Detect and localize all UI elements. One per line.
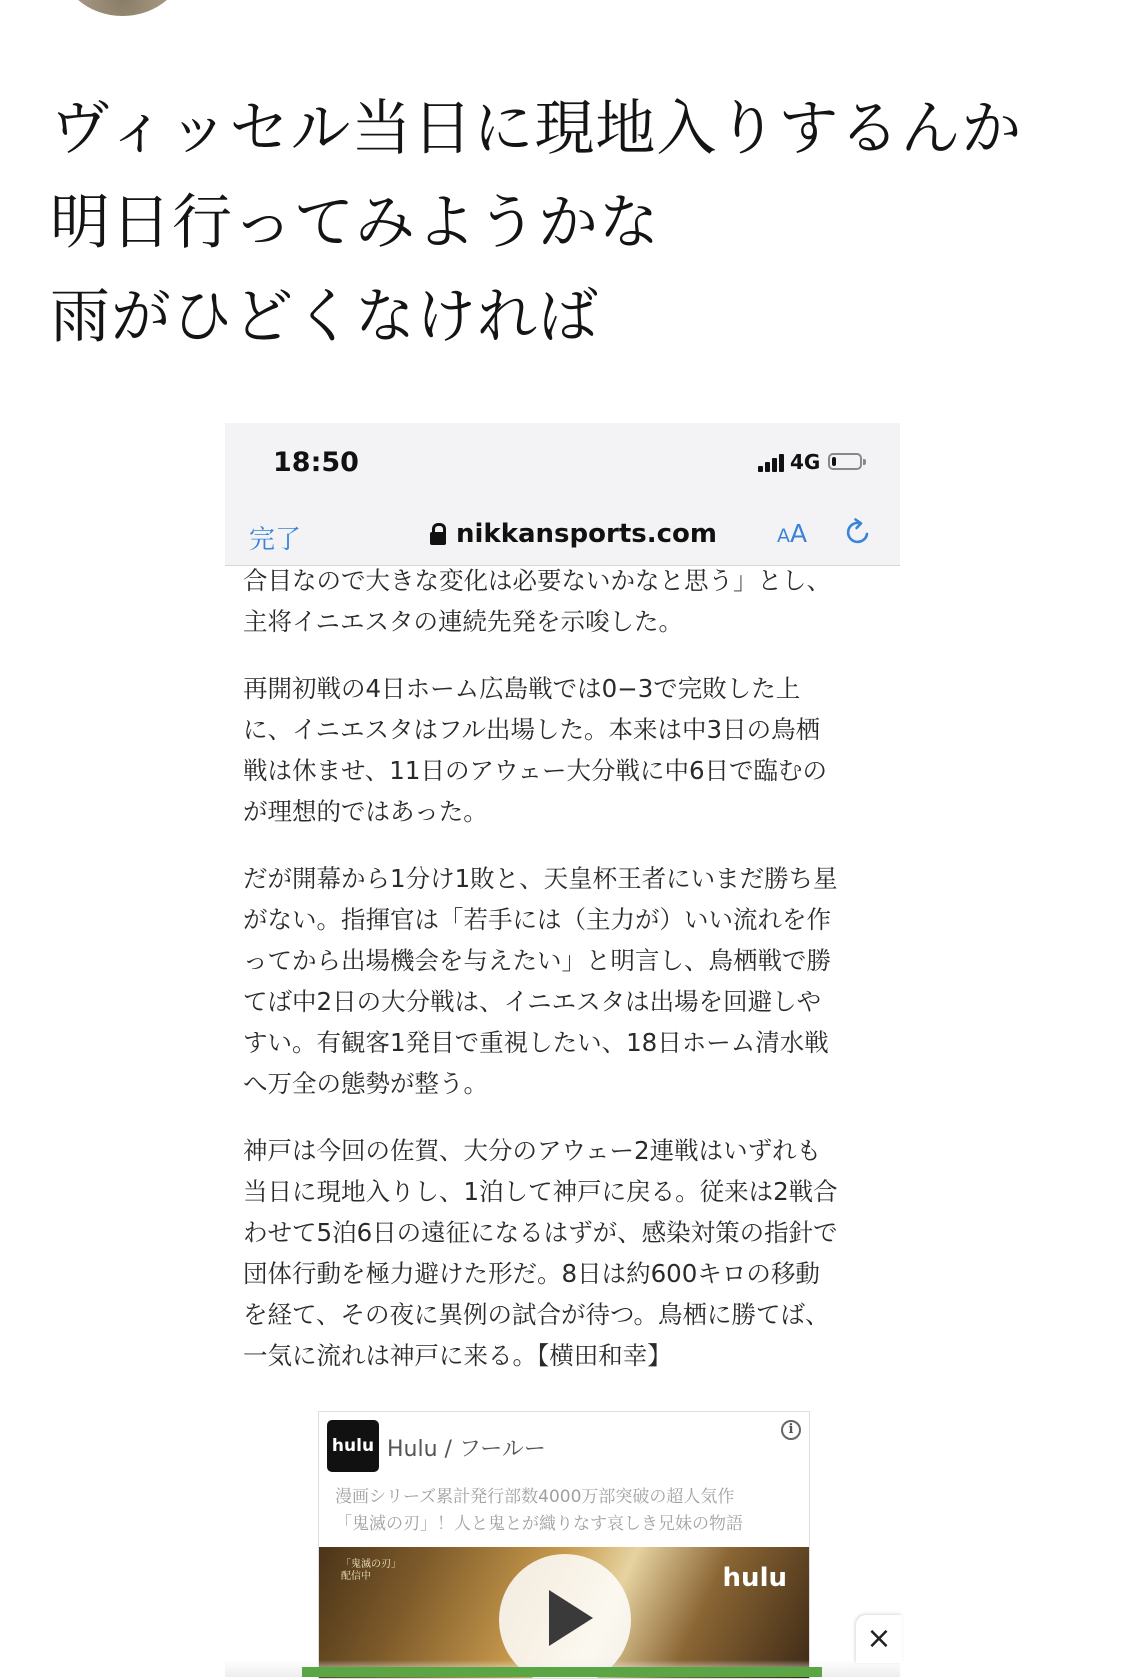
article-line: 一気に流れは神戸に来る。【横田和幸】 (243, 1341, 672, 1370)
tweet-line: ヴィッセル当日に現地入りするんか (50, 94, 1023, 164)
address-field[interactable] (430, 517, 717, 551)
ad-info-icon[interactable]: i (781, 1420, 801, 1440)
hulu-logo: hulu (327, 1420, 379, 1472)
ad-media-brand: hulu (722, 1563, 787, 1593)
article-line: 合目なので大きな変化は必要ないかなと思う」とし、 (243, 566, 831, 595)
ad-title[interactable]: Hulu / フールー (387, 1437, 546, 1462)
tweet-line: 雨がひどくなければ (50, 282, 599, 352)
article-line: 戦は休ませ、11日のアウェー大分戦に中6日で臨むの (243, 756, 828, 785)
network-label: 4G (790, 450, 821, 474)
article-line: に、イニエスタはフル出場した。本来は中3日の鳥栖 (243, 715, 821, 744)
close-icon[interactable]: × (856, 1615, 902, 1663)
done-button[interactable]: 完了 (249, 525, 302, 555)
article-line: 再開初戦の4日ホーム広島戦では0−3で完敗した上 (243, 674, 801, 703)
article-paragraph (243, 858, 883, 1104)
lock-icon (430, 523, 446, 545)
article-line: だが開幕から1分け1敗と、天皇杯王者にいまだ勝ち星 (243, 864, 838, 893)
article-line: 団体行動を極力避けた形だ。8日は約600キロの移動 (243, 1259, 820, 1288)
url-text: nikkansports.com (456, 519, 717, 549)
ad-video-thumbnail[interactable] (319, 1547, 809, 1678)
article-line: を経て、その夜に異例の試合が待つ。鳥栖に勝てば、 (243, 1300, 830, 1329)
article-line: が理想的ではあった。 (243, 797, 488, 826)
article-line: わせて5泊6日の遠征になるはずが、感染対策の指針で (243, 1218, 838, 1247)
battery-icon (828, 453, 862, 470)
article-paragraph (243, 668, 883, 832)
article-line: 当日に現地入りし、1泊して神戸に戻る。従来は2戦合 (243, 1177, 838, 1206)
article-line: すい。有観客1発目で重視したい、18日ホーム清水戦 (243, 1028, 829, 1057)
tweet-text (50, 82, 1090, 364)
ad-description (335, 1484, 795, 1538)
article-body (243, 563, 883, 1402)
article-line: へ万全の態勢が整う。 (243, 1069, 488, 1098)
signal-icon (758, 454, 786, 472)
article-line: てば中2日の大分戦は、イニエスタは出場を回避しや (243, 987, 822, 1016)
hulu-ad-card[interactable] (318, 1411, 810, 1679)
ad-description-line: 「鬼滅の刃」！人と鬼とが織りなす哀しき兄妹の物語 (335, 1514, 743, 1534)
reload-icon[interactable] (843, 517, 873, 547)
text-size-button[interactable] (777, 519, 807, 548)
avatar[interactable] (60, 0, 185, 16)
tweet-line: 明日行ってみようかな (50, 188, 660, 258)
article-line: がない。指揮官は「若手には（主力が）いい流れを作 (243, 905, 831, 934)
article-line: 主将イニエスタの連続先発を示唆した。 (243, 607, 684, 636)
status-bar (225, 423, 900, 503)
text-size-large-label: A (790, 519, 808, 548)
article-paragraph (243, 560, 883, 642)
bottom-banner-ad[interactable] (302, 1667, 822, 1677)
article-line: 神戸は今回の佐賀、大分のアウェー2連戦はいずれも (243, 1136, 822, 1165)
text-size-small-label: A (777, 525, 790, 547)
article-line: ってから出場機会を与えたい」と明言し、鳥栖戦で勝 (243, 946, 831, 975)
ad-description-line: 漫画シリーズ累計発行部数4000万部突破の超人気作 (335, 1487, 735, 1507)
article-paragraph (243, 1130, 883, 1376)
status-time: 18:50 (273, 447, 359, 478)
browser-url-bar (225, 503, 900, 566)
ad-media-label: 「鬼滅の刃」配信中 (341, 1559, 401, 1582)
